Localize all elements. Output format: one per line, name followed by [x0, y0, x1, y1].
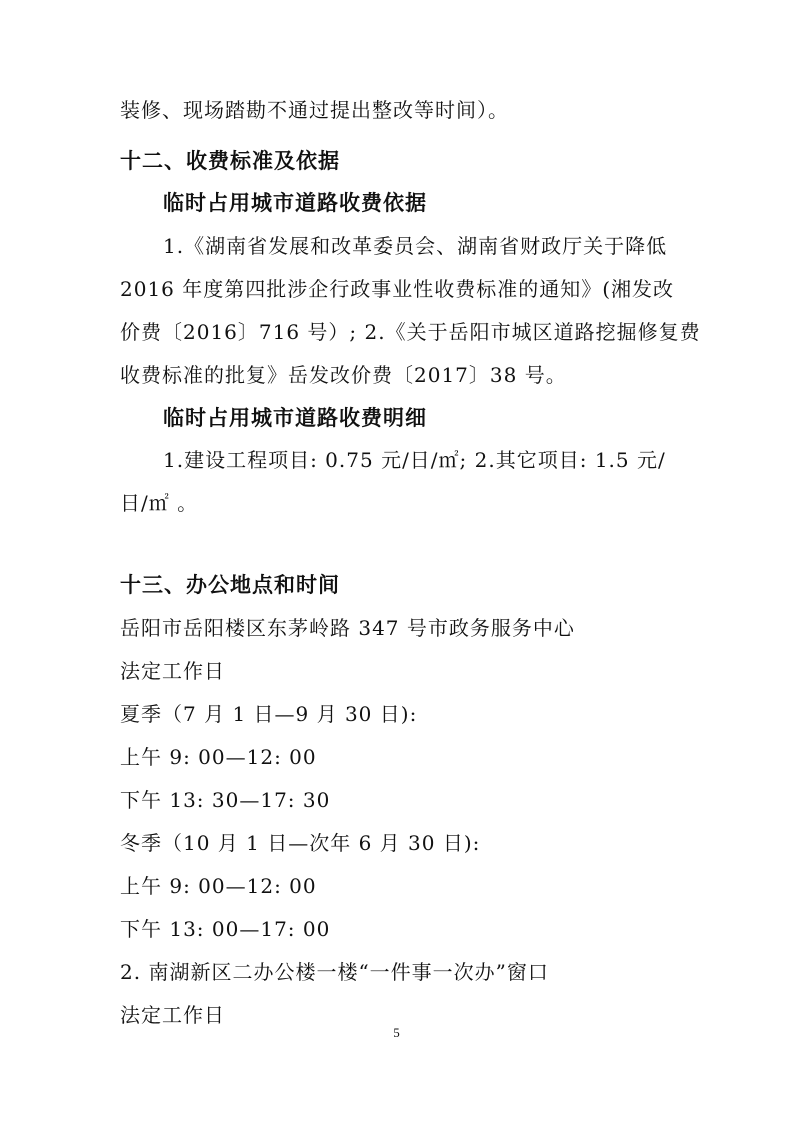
fee-basis-line-3: 价费〔2016〕716 号）; 2.《关于岳阳市城区道路挖掘修复费 — [120, 320, 701, 344]
summer-afternoon-hours: 下午 13: 30—17: 30 — [120, 788, 331, 812]
fee-basis-line-1: 1.《湖南省发展和改革委员会、湖南省财政厅关于降低 — [163, 234, 668, 258]
summer-morning-hours: 上午 9: 00—12: 00 — [120, 745, 317, 769]
office-address-1: 岳阳市岳阳楼区东茅岭路 347 号市政务服务中心 — [120, 616, 575, 640]
section-heading-12: 十二、收费标准及依据 — [120, 149, 340, 173]
paragraph-continuation: 装修、现场踏勘不通过提出整改等时间）。 — [120, 98, 509, 122]
fee-basis-line-4: 收费标准的批复》岳发改价费〔2017〕38 号。 — [120, 363, 567, 387]
workday-label: 法定工作日 — [120, 659, 225, 683]
section-heading-13: 十三、办公地点和时间 — [120, 573, 340, 597]
winter-period: 冬季（10 月 1 日—次年 6 月 30 日): — [120, 831, 481, 855]
fee-details-line-1: 1.建设工程项目: 0.75 元/日/㎡; 2.其它项目: 1.5 元/ — [163, 448, 666, 472]
workday-label-2: 法定工作日 — [120, 1003, 225, 1027]
subheading-fee-basis: 临时占用城市道路收费依据 — [163, 191, 427, 215]
fee-basis-line-2: 2016 年度第四批涉企行政事业性收费标准的通知》(湘发改 — [120, 277, 675, 301]
office-address-2: 2. 南湖新区二办公楼一楼“一件事一次办”窗口 — [120, 960, 549, 984]
subheading-fee-details: 临时占用城市道路收费明细 — [163, 406, 427, 430]
fee-details-line-2: 日/㎡ 。 — [120, 491, 199, 515]
winter-afternoon-hours: 下午 13: 00—17: 00 — [120, 917, 331, 941]
winter-morning-hours: 上午 9: 00—12: 00 — [120, 874, 317, 898]
page-number: 5 — [393, 1025, 400, 1040]
summer-period: 夏季（7 月 1 日—9 月 30 日): — [120, 702, 418, 726]
